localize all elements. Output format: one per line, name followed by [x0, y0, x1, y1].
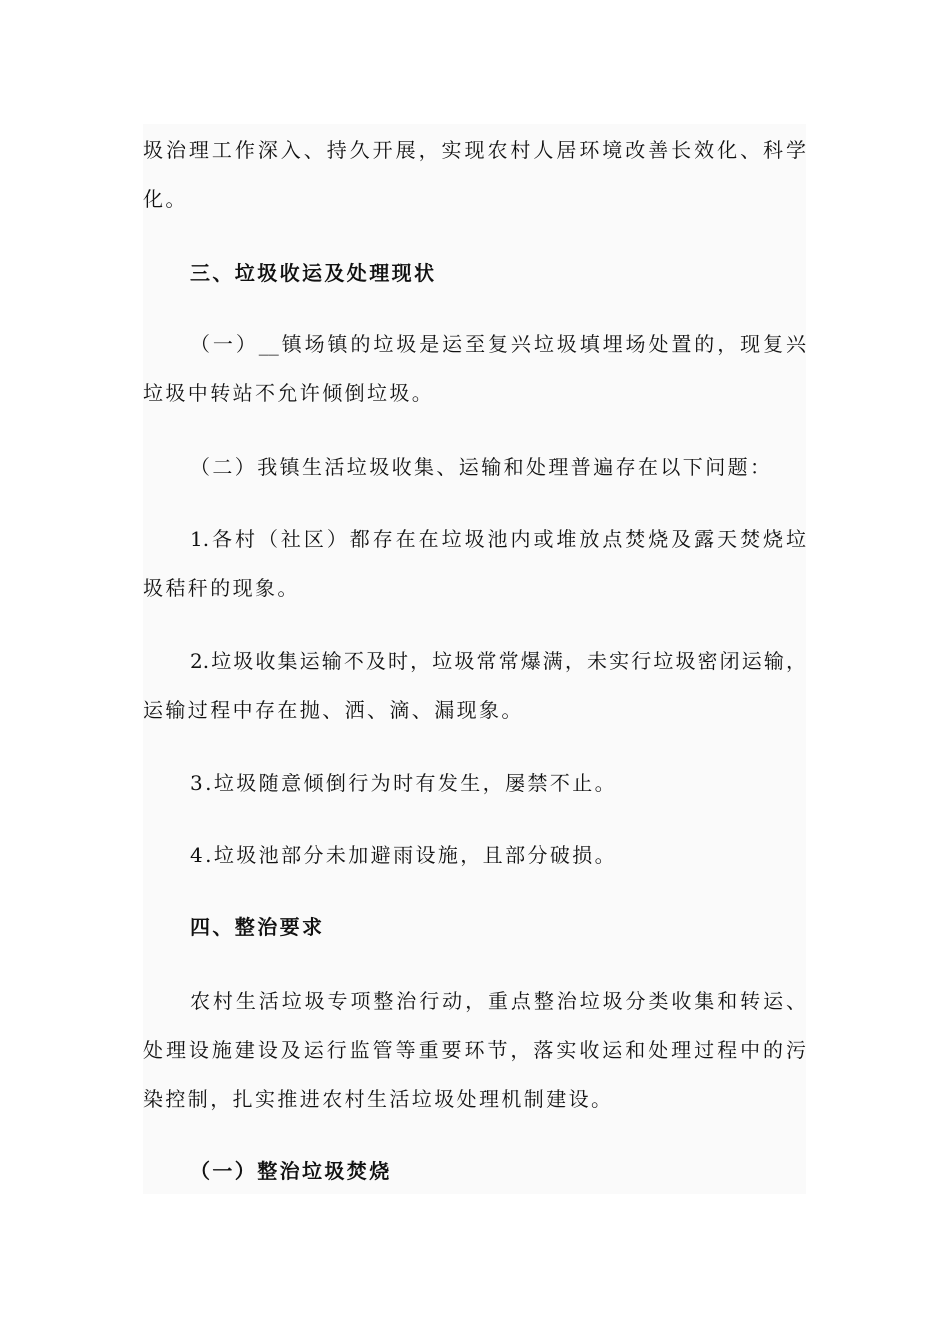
list-item-line: 运输过程中存在抛、洒、滴、漏现象。 [143, 698, 524, 722]
subsection-heading: （一）整治垃圾焚烧 [190, 1159, 392, 1183]
paragraph-line: （二）我镇生活垃圾收集、运输和处理普遍存在以下问题： [190, 455, 773, 479]
paragraph-line: 农村生活垃圾专项整治行动，重点整治垃圾分类收集和转运、 [190, 989, 806, 1013]
list-item-line: 圾秸秆的现象。 [143, 576, 300, 600]
document-page [143, 124, 806, 1194]
paragraph-line: 圾治理工作深入、持久开展，实现农村人居环境改善长效化、科学 [143, 138, 806, 162]
paragraph-line: 垃圾中转站不允许倾倒垃圾。 [143, 381, 435, 405]
paragraph-line: 染控制，扎实推进农村生活垃圾处理机制建设。 [143, 1087, 614, 1111]
section-heading: 三、垃圾收运及处理现状 [190, 261, 437, 285]
paragraph-line: 化。 [143, 187, 188, 211]
paragraph-line: 处理设施建设及运行监管等重要环节，落实收运和处理过程中的污 [143, 1038, 806, 1062]
paragraph-line: （一）__镇场镇的垃圾是运至复兴垃圾填埋场处置的，现复兴 [190, 332, 806, 356]
section-heading: 四、整治要求 [190, 915, 325, 939]
list-item-line: 2.垃圾收集运输不及时，垃圾常常爆满，未实行垃圾密闭运输， [190, 649, 806, 673]
list-item-line: 4.垃圾池部分未加避雨设施，且部分破损。 [190, 843, 618, 867]
list-item-line: 1.各村（社区）都存在在垃圾池内或堆放点焚烧及露天焚烧垃 [190, 527, 806, 551]
list-item-line: 3.垃圾随意倾倒行为时有发生，屡禁不止。 [190, 771, 618, 795]
